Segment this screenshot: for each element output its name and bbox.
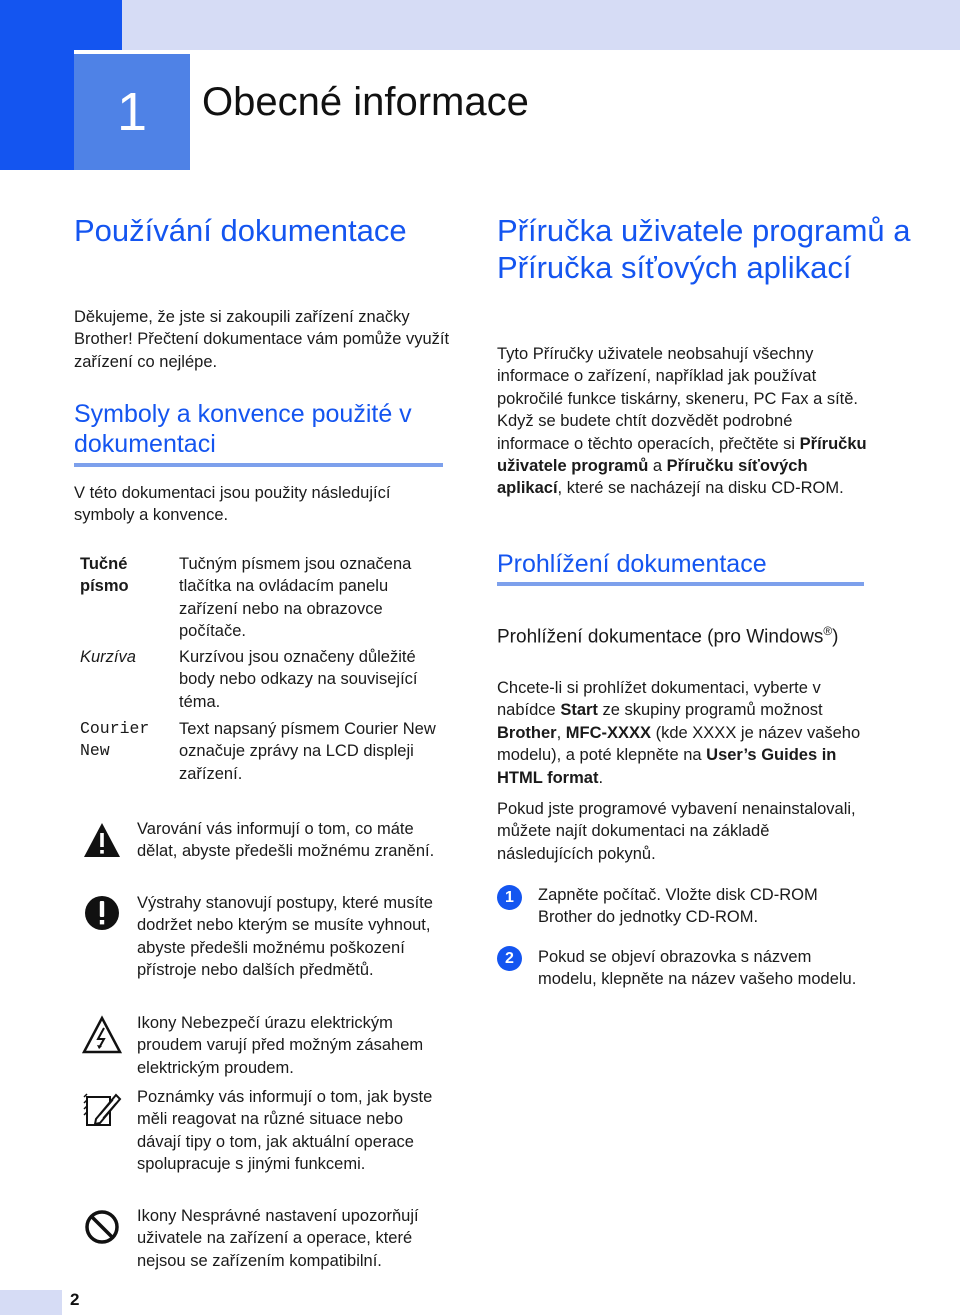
viewing-instructions-paragraph: [497, 677, 867, 789]
convention-term-line: písmo: [80, 577, 129, 596]
step-text: Zapněte počítač. Vložte disk CD-ROM Brother do jednotky CD-ROM.: [538, 886, 818, 927]
text-run: .: [598, 768, 604, 787]
registered-mark: ®: [823, 624, 833, 638]
section-heading-software-guides: Příručka uživatele programů a Příručka síťových aplikací: [497, 213, 911, 285]
section-heading-symbols: Symboly a konvence použité v dokumentaci: [74, 400, 412, 458]
caution-description: Výstrahy stanovují postupy, které musíte dodržet nebo kterým se musíte vyhnout, abyste předešli možnému poškození přístroje nebo dalších předmětů.: [137, 894, 433, 980]
symbols-intro-paragraph: V této dokumentaci jsou použity následující symboly a konvence.: [74, 484, 391, 525]
heading-underline: [497, 582, 864, 586]
convention-term-line: Kurzíva: [80, 648, 136, 666]
bold-menu-item: Start: [560, 701, 598, 720]
electrical-hazard-description: Ikony Nebezpečí úrazu elektrickým proudem varují před možným zásahem elektrickým proudem.: [137, 1014, 424, 1077]
text-run: ,: [556, 723, 566, 742]
text-run: Tyto Příručky uživatele neobsahují všechny informace o zařízení, například jak používat pokročilé funkce tiskárny, skeneru, PC Fax a sítě. Když se budete chtít dozvědět podrobné informace o těchto operacích, přečtěte si: [497, 345, 859, 453]
caution-exclamation-icon: [82, 893, 122, 933]
text-run: ze skupiny programů možnost: [597, 701, 823, 720]
note-pencil-icon: [82, 1089, 122, 1129]
software-guides-paragraph: [497, 343, 867, 500]
chapter-number-box: [74, 54, 190, 170]
section-heading-viewing-docs: Prohlížení dokumentace: [497, 550, 767, 578]
convention-term-line: New: [80, 741, 110, 761]
chapter-number: 1: [116, 82, 148, 142]
warning-description: Varování vás informují o tom, co máte dělat, abyste předešli možnému zranění.: [137, 820, 435, 861]
bold-guide-name: Příručku síťových aplikací: [497, 457, 808, 498]
electrical-hazard-icon: [82, 1015, 122, 1055]
bold-menu-item: User’s Guides in HTML format: [497, 746, 837, 787]
bold-menu-item: MFC-XXXX: [565, 723, 652, 742]
subheading-windows: [497, 619, 857, 649]
header-light-band: [122, 0, 960, 50]
text-run: , které se nacházejí na disku CD-ROM.: [557, 479, 844, 498]
convention-description: Kurzívou jsou označeny důležité body nebo odkazy na související téma.: [179, 648, 418, 711]
text-run: Chcete-li si prohlížet dokumentaci, vyberte v nabídce: [497, 679, 821, 720]
step-number-badge: 1: [497, 885, 522, 910]
convention-term-line: Tučné: [80, 555, 128, 573]
warning-triangle-icon: [82, 820, 122, 860]
convention-term-courier: [80, 718, 149, 763]
chapter-title: Obecné informace: [202, 80, 529, 124]
subheading-text: Prohlížení dokumentace (pro Windows: [497, 626, 824, 648]
prohibited-icon: [82, 1207, 122, 1247]
convention-term-bold: [80, 553, 129, 598]
bold-menu-item: Brother: [497, 723, 557, 742]
intro-paragraph: Děkujeme, že jste si zakoupili zařízení značky Brother! Přečtení dokumentace vám pomůže využít zařízení co nejlépe.: [74, 308, 450, 371]
not-installed-paragraph: Pokud jste programové vybavení nenainstalovali, můžete najít dokumentaci na základě následujících pokynů.: [497, 800, 856, 863]
header-side-block: [0, 50, 74, 170]
convention-term-line: Courier: [80, 719, 150, 738]
heading-underline: [74, 463, 443, 467]
page-number: 2: [70, 1290, 80, 1309]
footer-bar: [0, 1290, 62, 1315]
text-run: (kde XXXX je název vašeho modelu), a poté klepněte na: [497, 723, 861, 765]
convention-description: Tučným písmem jsou označena tlačítka na ovládacím panelu zařízení nebo na obrazovce počítače.: [179, 555, 412, 641]
text-run: a: [648, 457, 667, 476]
step-number-badge: 2: [497, 946, 522, 971]
convention-description: Text napsaný písmem Courier New označuje zprávy na LCD displeji zařízení.: [179, 720, 436, 783]
step-text: Pokud se objeví obrazovka s názvem modelu, klepněte na název vašeho modelu.: [538, 948, 857, 989]
prohibited-description: Ikony Nesprávné nastavení upozorňují uživatele na zařízení a operace, které nejsou se zařízením kompatibilní.: [137, 1207, 419, 1270]
bold-guide-name: Příručku uživatele programů: [497, 434, 867, 476]
subheading-text: ): [832, 626, 839, 648]
header-blue-block: [0, 0, 122, 50]
note-description: Poznámky vás informují o tom, jak byste měli reagovat na různé situace nebo dávají tipy o tom, jak aktuální operace spolupracuje s jinými funkcemi.: [137, 1088, 433, 1174]
section-heading-using-docs: Používání dokumentace: [74, 213, 407, 248]
convention-term-italic: [80, 646, 136, 668]
